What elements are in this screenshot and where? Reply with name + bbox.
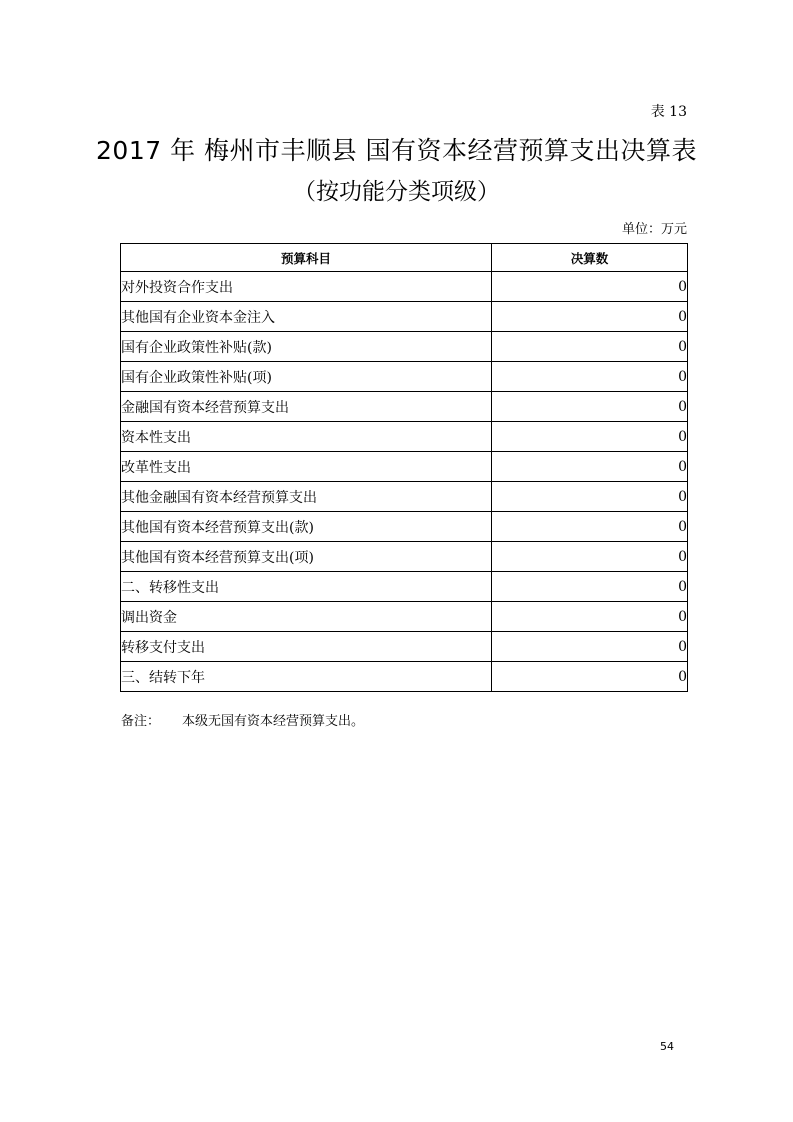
table-row bbox=[121, 542, 688, 572]
budget-amount-cell: 0 bbox=[492, 332, 688, 362]
table-row bbox=[121, 272, 688, 302]
budget-item-cell bbox=[121, 422, 492, 452]
budget-item-cell bbox=[121, 332, 492, 362]
budget-amount-cell: 0 bbox=[492, 662, 688, 692]
table-body bbox=[121, 272, 688, 692]
budget-item-label: 其他国有资本经营预算支出(项) bbox=[121, 549, 314, 566]
budget-amount-cell: 0 bbox=[492, 572, 688, 602]
column-header-item: 预算科目 bbox=[121, 244, 492, 272]
budget-amount-cell: 0 bbox=[492, 602, 688, 632]
budget-item-label: 其他国有资本经营预算支出(款) bbox=[121, 519, 314, 536]
budget-item-label: 其他金融国有资本经营预算支出 bbox=[121, 489, 317, 506]
budget-item-label: 三、结转下年 bbox=[121, 669, 205, 686]
budget-amount-cell: 0 bbox=[492, 452, 688, 482]
table-row bbox=[121, 362, 688, 392]
budget-item-cell bbox=[121, 542, 492, 572]
table-row bbox=[121, 422, 688, 452]
table-row bbox=[121, 452, 688, 482]
page-title: 2017 年 梅州市丰顺县 国有资本经营预算支出决算表 bbox=[96, 136, 697, 165]
budget-item-label: 调出资金 bbox=[121, 609, 177, 626]
budget-amount-cell: 0 bbox=[492, 542, 688, 572]
table-number: 表 13 bbox=[650, 104, 687, 120]
budget-amount-cell: 0 bbox=[492, 632, 688, 662]
budget-item-cell bbox=[121, 452, 492, 482]
table-row bbox=[121, 572, 688, 602]
budget-item-label: 其他国有企业资本金注入 bbox=[121, 309, 275, 326]
budget-item-cell bbox=[121, 632, 492, 662]
budget-item-label: 二、转移性支出 bbox=[121, 579, 219, 596]
column-header-amount: 决算数 bbox=[492, 244, 688, 272]
budget-item-label: 对外投资合作支出 bbox=[121, 279, 233, 296]
table-row bbox=[121, 512, 688, 542]
table-row bbox=[121, 602, 688, 632]
budget-item-cell bbox=[121, 512, 492, 542]
budget-item-cell bbox=[121, 662, 492, 692]
note-text: 本级无国有资本经营预算支出。 bbox=[182, 714, 365, 729]
budget-amount-cell: 0 bbox=[492, 512, 688, 542]
budget-item-label: 国有企业政策性补贴(款) bbox=[121, 339, 272, 356]
budget-item-cell bbox=[121, 272, 492, 302]
budget-table bbox=[120, 243, 688, 692]
budget-amount-cell: 0 bbox=[492, 482, 688, 512]
page-number: 54 bbox=[660, 1040, 674, 1053]
budget-item-cell bbox=[121, 572, 492, 602]
budget-item-label: 转移支付支出 bbox=[121, 639, 205, 656]
table-row bbox=[121, 332, 688, 362]
table-row bbox=[121, 632, 688, 662]
budget-item-cell bbox=[121, 482, 492, 512]
budget-item-cell bbox=[121, 602, 492, 632]
budget-amount-cell: 0 bbox=[492, 362, 688, 392]
table-row bbox=[121, 662, 688, 692]
budget-item-label: 改革性支出 bbox=[121, 459, 191, 476]
footnote bbox=[121, 710, 364, 729]
budget-amount-cell: 0 bbox=[492, 272, 688, 302]
table-row bbox=[121, 302, 688, 332]
unit-label: 单位：万元 bbox=[621, 222, 687, 237]
page-subtitle: （按功能分类项级） bbox=[293, 179, 500, 205]
table-row bbox=[121, 482, 688, 512]
budget-amount-cell: 0 bbox=[492, 422, 688, 452]
budget-amount-cell: 0 bbox=[492, 302, 688, 332]
budget-item-label: 资本性支出 bbox=[121, 429, 191, 446]
budget-item-label: 金融国有资本经营预算支出 bbox=[121, 399, 289, 416]
table-row bbox=[121, 392, 688, 422]
note-label: 备注： bbox=[121, 714, 161, 729]
budget-item-cell bbox=[121, 362, 492, 392]
budget-item-cell bbox=[121, 302, 492, 332]
table-header-row bbox=[121, 244, 688, 272]
budget-item-label: 国有企业政策性补贴(项) bbox=[121, 369, 272, 386]
budget-item-cell bbox=[121, 392, 492, 422]
budget-amount-cell: 0 bbox=[492, 392, 688, 422]
